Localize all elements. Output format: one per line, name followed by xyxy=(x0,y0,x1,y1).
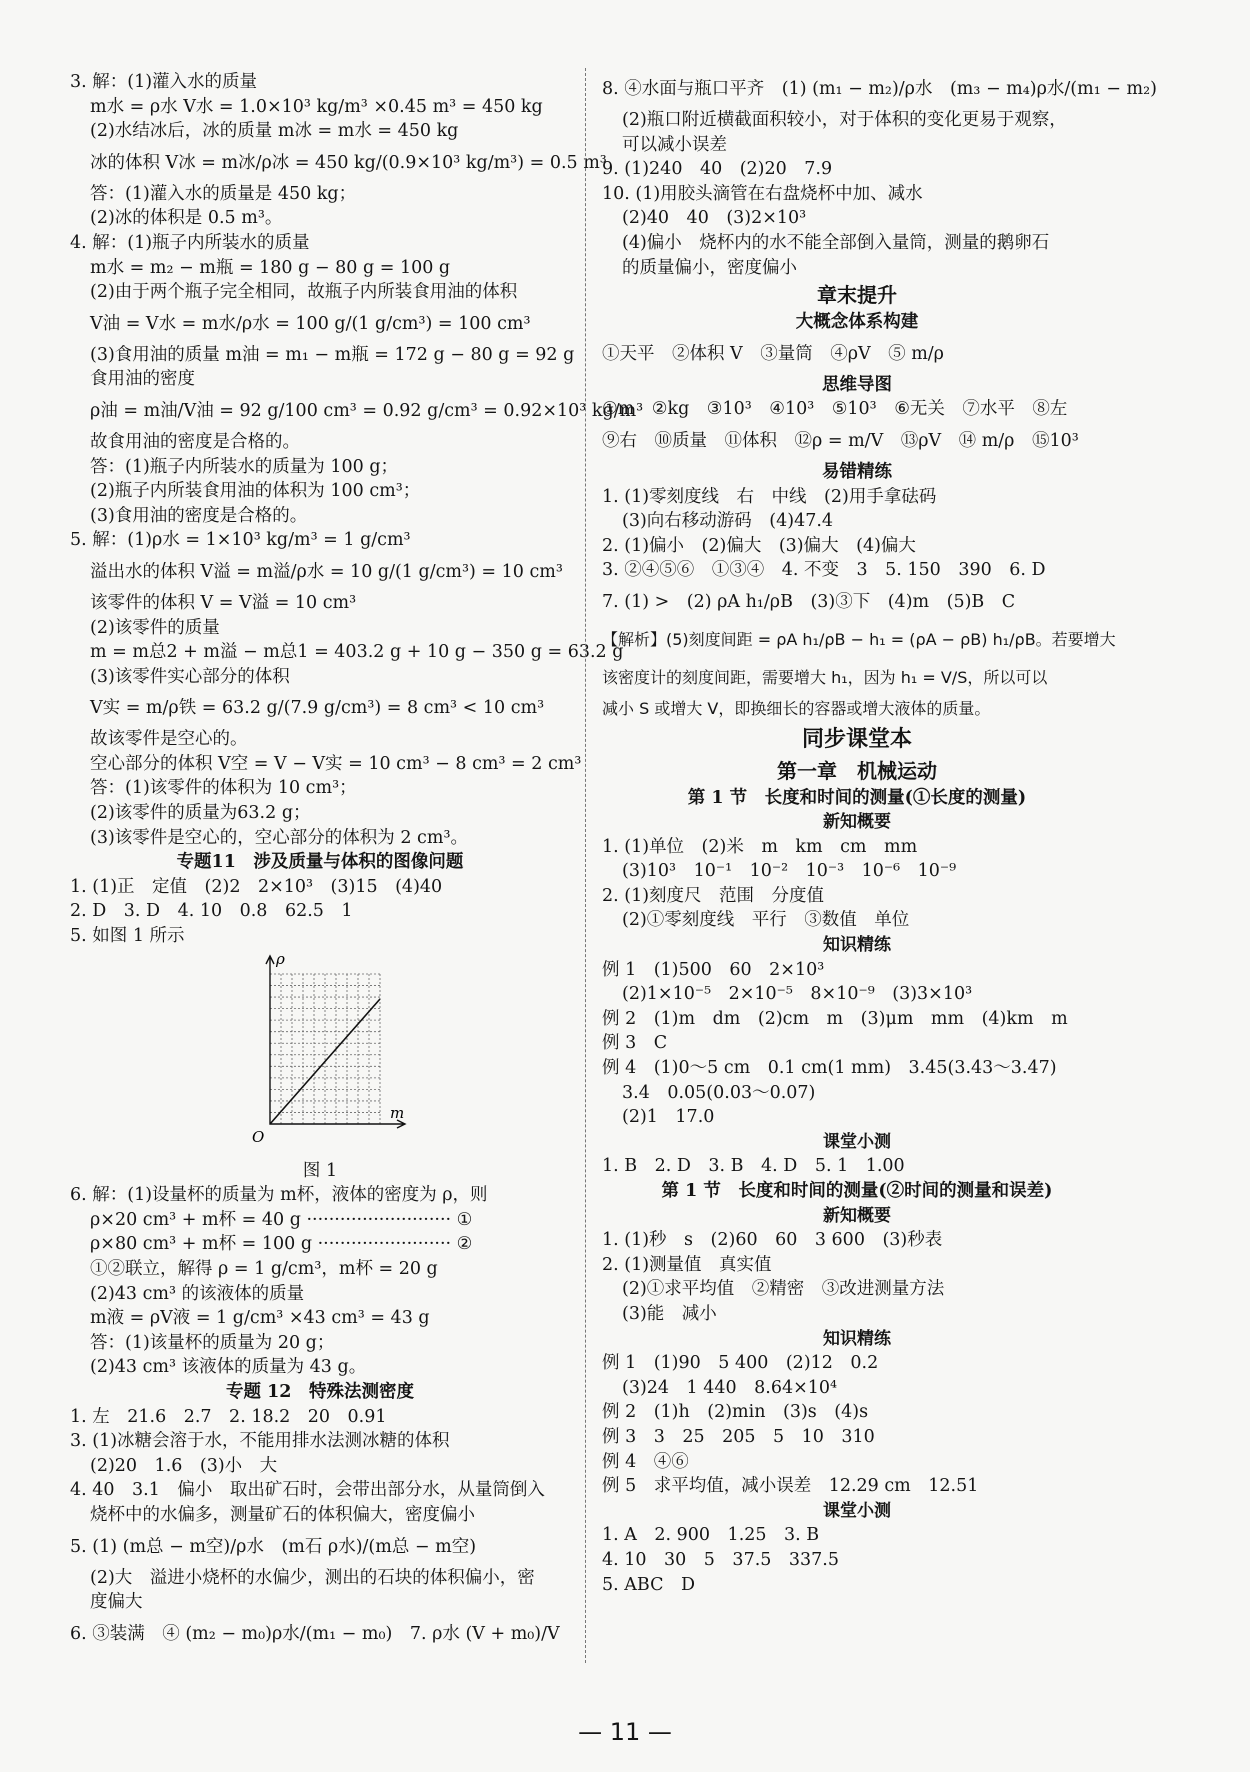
text-line: 5. 如图 1 所示 xyxy=(70,926,185,947)
text-line: 9. (1)240 40 (2)20 7.9 xyxy=(602,159,833,180)
text-line: 可以减小误差 xyxy=(622,134,727,155)
text-line: 故该零件是空心的。 xyxy=(90,729,248,750)
text-line: (4)偏小 烧杯内的水不能全部倒入量筒，测量的鹅卵石 xyxy=(622,232,1050,253)
text-line: 答：(1)该零件的体积为 10 cm³； xyxy=(90,778,357,799)
text-line: (3)24 1 440 8.64×10⁴ xyxy=(622,1377,838,1398)
text-line: 图 1 xyxy=(302,1160,338,1181)
text-line: m液 = ρV液 = 1 g/cm³ ×43 cm³ = 43 g xyxy=(90,1308,430,1329)
text-line: (3)该零件是空心的，空心部分的体积为 2 cm³。 xyxy=(90,827,468,848)
text-line: 该密度计的刻度间距，需要增大 h₁，因为 h₁ = V/S，所以可以 xyxy=(602,667,1048,687)
page-number: — 11 — xyxy=(578,1718,672,1746)
text-line: 1. (1)秒 s (2)60 60 3 600 (3)秒表 xyxy=(602,1230,943,1251)
text-line: 同步课堂本 xyxy=(801,725,912,752)
text-line: 章末提升 xyxy=(817,283,897,308)
density-graph xyxy=(250,949,410,1149)
text-line: (3)10³ 10⁻¹ 10⁻² 10⁻³ 10⁻⁶ 10⁻⁹ xyxy=(622,861,957,882)
origin-label: O xyxy=(252,1127,265,1146)
text-line: 专题 12 特殊法测密度 xyxy=(226,1381,414,1402)
text-line: 例 4 (1)0～5 cm 0.1 cm(1 mm) 3.45(3.43～3.47) xyxy=(602,1058,1057,1079)
text-line: 答：(1)灌入水的质量是 450 kg； xyxy=(90,183,357,204)
text-line: (3)能 减小 xyxy=(622,1303,717,1324)
text-line: 例 1 (1)90 5 400 (2)12 0.2 xyxy=(602,1353,879,1374)
text-line: (2)该零件的质量为63.2 g； xyxy=(90,803,311,824)
text-line: 6. 解：(1)设量杯的质量为 m杯，液体的密度为 ρ，则 xyxy=(70,1185,488,1206)
text-line: 大概念体系构建 xyxy=(795,312,919,333)
text-line: (3)向右移动游码 (4)47.4 xyxy=(622,511,834,532)
text-line: 例 3 C xyxy=(602,1033,668,1054)
text-line: 2. (1)偏小 (2)偏大 (3)偏大 (4)偏大 xyxy=(602,535,916,556)
text-line: 食用油的密度 xyxy=(90,369,195,390)
text-line: (2)①求平均值 ②精密 ③改进测量方法 xyxy=(622,1279,945,1300)
text-line: ρ油 = m油/V油 = 92 g/100 cm³ = 0.92 g/cm³ = 0.92×10³ kg/m³ xyxy=(90,400,644,421)
text-line: 例 2 (1)h (2)min (3)s (4)s xyxy=(602,1402,869,1423)
text-line: 5. 解：(1)ρ水 = 1×10³ kg/m³ = 1 g/cm³ xyxy=(70,530,411,551)
text-line: (2)1 17.0 xyxy=(622,1107,715,1128)
text-line: 5. ABC D xyxy=(602,1574,696,1595)
text-line: 度偏大 xyxy=(90,1592,143,1613)
text-line: 1. A 2. 900 1.25 3. B xyxy=(602,1525,820,1546)
text-line: (2)20 1.6 (3)小 大 xyxy=(90,1455,278,1476)
text-line: 答：(1)瓶子内所装水的质量为 100 g； xyxy=(90,456,399,477)
text-line: 1. (1)单位 (2)米 m km cm mm xyxy=(602,836,918,857)
text-line: V油 = V水 = m水/ρ水 = 100 g/(1 g/cm³) = 100 cm³ xyxy=(90,313,531,334)
text-line: (2)由于两个瓶子完全相同，故瓶子内所装食用油的体积 xyxy=(90,282,518,303)
text-line: 该零件的体积 V = V溢 = 10 cm³ xyxy=(90,592,357,613)
text-line: 溢出水的体积 V溢 = m溢/ρ水 = 10 g/(1 g/cm³) = 10 cm³ xyxy=(90,561,563,582)
text-line: (3)该零件实心部分的体积 xyxy=(90,666,290,687)
text-line: ρ×20 cm³ + m杯 = 40 g ·························· ① xyxy=(90,1209,473,1230)
text-line: 第一章 机械运动 xyxy=(777,758,937,783)
right-column xyxy=(602,70,1157,1597)
text-line: (2)瓶子内所装食用油的体积为 100 cm³； xyxy=(90,481,421,502)
text-line: 烧杯中的水偏多，测量矿石的体积偏大，密度偏小 xyxy=(90,1504,475,1525)
text-line: 6. ③装满 ④ (m₂ − m₀)ρ水/(m₁ − m₀) 7. ρ水 (V + m₀)/V xyxy=(70,1623,560,1644)
text-line: (2)1×10⁻⁵ 2×10⁻⁵ 8×10⁻⁹ (3)3×10³ xyxy=(622,984,973,1005)
text-line: ①m ②kg ③10³ ④10³ ⑤10³ ⑥无关 ⑦水平 ⑧左 xyxy=(602,399,1068,420)
text-line: (2)40 40 (3)2×10³ xyxy=(622,208,807,229)
text-line: 新知概要 xyxy=(823,1205,891,1226)
text-line: 2. (1)测量值 真实值 xyxy=(602,1254,772,1275)
text-line: 知识精练 xyxy=(823,935,891,956)
text-line: 易错精练 xyxy=(822,461,892,482)
text-line: 新知概要 xyxy=(823,812,891,833)
text-line: (2)①零刻度线 平行 ③数值 单位 xyxy=(622,910,910,931)
text-line: 例 5 求平均值，减小误差 12.29 cm 12.51 xyxy=(602,1476,979,1497)
text-line: 1. (1)零刻度线 右 中线 (2)用手拿砝码 xyxy=(602,486,937,507)
text-line: (3)食用油的密度是合格的。 xyxy=(90,505,308,526)
text-line: 【解析】(5)刻度间距 = ρA h₁/ρB − h₁ = (ρA − ρB) h₁/ρB。若要增大 xyxy=(602,629,1116,649)
text-line: 课堂小测 xyxy=(823,1131,891,1152)
text-line: 4. 10 30 5 37.5 337.5 xyxy=(602,1549,839,1570)
text-line: (2)43 cm³ 的该液体的质量 xyxy=(90,1283,305,1304)
text-line: 5. (1) (m总 − m空)/ρ水 (m石 ρ水)/(m总 − m空) xyxy=(70,1536,477,1557)
text-line: 第 1 节 长度和时间的测量(②时间的测量和误差) xyxy=(661,1181,1053,1201)
text-line: 冰的体积 V冰 = m冰/ρ冰 = 450 kg/(0.9×10³ kg/m³) = 0.5 m³ xyxy=(90,152,607,173)
text-line: (2)该零件的质量 xyxy=(90,617,220,638)
text-line: (2)水结冰后，冰的质量 m冰 = m水 = 450 kg xyxy=(90,121,459,142)
text-line: 4. 解：(1)瓶子内所装水的质量 xyxy=(70,232,310,253)
text-line: 4. 40 3.1 偏小 取出矿石时，会带出部分水，从量筒倒入 xyxy=(70,1480,545,1501)
text-line: (3)食用油的质量 m油 = m₁ − m瓶 = 172 g − 80 g = 92 g xyxy=(90,344,575,365)
text-line: ρ×80 cm³ + m杯 = 100 g ························ ② xyxy=(90,1234,473,1255)
text-line: 知识精练 xyxy=(823,1328,891,1349)
axis-label-y: ρ xyxy=(276,949,285,968)
text-line: ①②联立，解得 ρ = 1 g/cm³，m杯 = 20 g xyxy=(90,1259,438,1279)
text-line: 第 1 节 长度和时间的测量(①长度的测量) xyxy=(687,787,1027,808)
text-line: 思维导图 xyxy=(822,374,892,395)
data-line xyxy=(270,999,380,1124)
text-line: 1. 左 21.6 2.7 2. 18.2 20 0.91 xyxy=(70,1406,387,1427)
text-line: m水 = m₂ − m瓶 = 180 g − 80 g = 100 g xyxy=(90,257,451,278)
text-line: m = m总2 + m溢 − m总1 = 403.2 g + 10 g − 350 g = 63.2 g xyxy=(90,642,624,663)
text-line: 7. (1) > (2) ρA h₁/ρB (3)③下 (4)m (5)B C xyxy=(602,591,1016,612)
axes xyxy=(266,956,405,1128)
text-line: 8. ④水面与瓶口平齐 (1) (m₁ − m₂)/ρ水 (m₃ − m₄)ρ水/(m₁ − m₂) xyxy=(602,79,1157,99)
text-line: 2. D 3. D 4. 10 0.8 62.5 1 xyxy=(70,901,353,922)
text-line: 例 4 ④⑥ xyxy=(602,1451,689,1472)
text-line: 2. (1)刻度尺 范围 分度值 xyxy=(602,885,825,906)
text-line: 例 3 3 25 205 5 10 310 xyxy=(602,1426,875,1447)
text-line: 课堂小测 xyxy=(823,1500,891,1521)
axis-label-x: m xyxy=(390,1103,405,1122)
text-line: ①天平 ②体积 V ③量筒 ④ρV ⑤ m/ρ xyxy=(602,343,944,364)
column-divider xyxy=(585,68,586,1663)
text-line: V实 = m/ρ铁 = 63.2 g/(7.9 g/cm³) = 8 cm³ < 10 cm³ xyxy=(90,698,545,719)
text-line: (2)43 cm³ 该液体的质量为 43 g。 xyxy=(90,1357,367,1378)
text-line: ⑨右 ⑩质量 ⑪体积 ⑫ρ = m/V ⑬ρV ⑭ m/ρ ⑮10³ xyxy=(602,430,1079,451)
text-line: 3. ②④⑤⑥ ①③④ 4. 不变 3 5. 150 390 6. D xyxy=(602,560,1046,581)
text-line: 3. 解：(1)灌入水的质量 xyxy=(70,72,258,92)
text-line: 3.4 0.05(0.03～0.07) xyxy=(622,1082,816,1103)
text-line: 3. (1)冰糖会溶于水，不能用排水法测冰糖的体积 xyxy=(70,1431,450,1452)
text-line: 专题11 涉及质量与体积的图像问题 xyxy=(176,852,464,873)
text-line: 故食用油的密度是合格的。 xyxy=(90,431,300,452)
text-line: 空心部分的体积 V空 = V − V实 = 10 cm³ − 8 cm³ = 2 cm³ xyxy=(90,753,582,774)
figure-1 xyxy=(70,949,570,1159)
text-line: 答：(1)该量杯的质量为 20 g； xyxy=(90,1332,335,1353)
text-line: 例 2 (1)m dm (2)cm m (3)μm mm (4)km m xyxy=(602,1008,1068,1029)
text-line: 减小 S 或增大 V，即换细长的容器或增大液体的质量。 xyxy=(602,698,991,718)
text-line: 10. (1)用胶头滴管在右盘烧杯中加、减水 xyxy=(602,183,923,204)
text-line: (2)大 溢进小烧杯的水偏少，测出的石块的体积偏小，密 xyxy=(90,1567,535,1588)
text-line: 的质量偏小，密度偏小 xyxy=(622,257,797,278)
text-line: m水 = ρ水 V水 = 1.0×10³ kg/m³ ×0.45 m³ = 450 kg xyxy=(90,96,543,117)
text-line: (2)瓶口附近横截面积较小，对于体积的变化更易于观察， xyxy=(622,110,1067,130)
text-line: 例 1 (1)500 60 2×10³ xyxy=(602,959,825,980)
text-line: (2)冰的体积是 0.5 m³。 xyxy=(90,208,283,229)
text-line: 1. B 2. D 3. B 4. D 5. 1 1.00 xyxy=(602,1156,905,1177)
text-line: 1. (1)正 定值 (2)2 2×10³ (3)15 (4)40 xyxy=(70,876,443,897)
